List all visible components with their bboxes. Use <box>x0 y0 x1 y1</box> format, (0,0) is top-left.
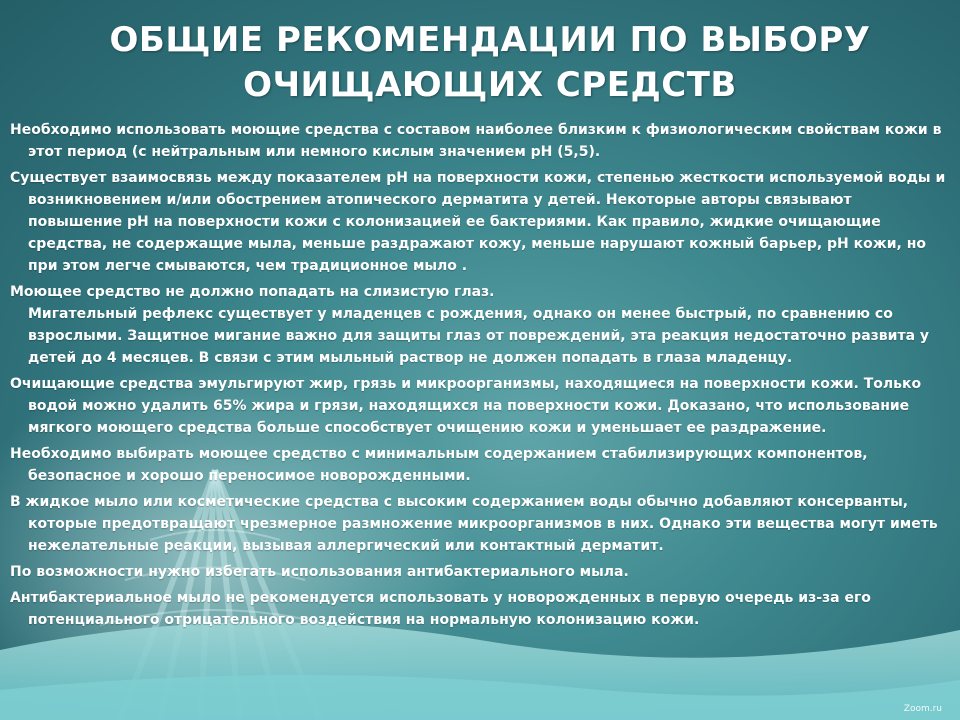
slide-title: ОБЩИЕ РЕКОМЕНДАЦИИ ПО ВЫБОРУ ОЧИЩАЮЩИХ СРЕДСТВ <box>109 20 871 105</box>
paragraph-4: Очищающие средства эмульгируют жир, грязь и микроорганизмы, находящиеся на поверхности кожи. Только водой можно удалить 65% жира и грязи, находящихся на поверхности кожи. Доказано, что использование мягкого моющего средства больше способствует очищению кожи и уменьшает ее раздражение. <box>10 376 922 436</box>
paragraph-7: По возможности нужно избегать использования антибактериального мыла. <box>10 564 629 580</box>
slide-body <box>10 119 948 635</box>
paragraph-3 <box>10 281 948 369</box>
paragraph-3-detail: Мигательный рефлекс существует у младенцев с рождения, однако он менее быстрый, по сравнению со взрослыми. Защитное мигание важно для защиты глаз от повреждений, эта реакция недостаточно развита у детей до 4 месяцев. В связи с этим мыльный раствор не должен попадать в глаза младенцу. <box>28 306 930 366</box>
watermark: Zoom.ru <box>903 704 942 714</box>
paragraph-2: Существует взаимосвязь между показателем pH на поверхности кожи, степенью жесткости используемой воды и возникновением и/или обострением атопического дерматита у детей. Некоторые авторы связывают повышение pH на поверхности кожи с колонизацией ее бактериями. Как правило, жидкие очищающие средства, не содержащие мыла, меньше раздражают кожу, меньше нарушают кожный барьер, pH кожи, но при этом легче смываются, чем традиционное мыло . <box>10 170 946 274</box>
paragraph-1: Необходимо использовать моющие средства с составом наиболее близким к физиологическим свойствам кожи в этот период (с нейтральным или немного кислым значением pH (5,5). <box>10 122 942 160</box>
paragraph-3-lead: Моющее средство не должно попадать на слизистую глаз. <box>10 284 495 300</box>
paragraph-6: В жидкое мыло или косметические средства с высоким содержанием воды обычно добавляют консерванты, которые предотвращают чрезмерное размножение микроорганизмов в них. Однако эти вещества могут иметь нежелательные реакции, вызывая аллергический или контактный дерматит. <box>10 494 938 554</box>
paragraph-5: Необходимо выбирать моющее средство с минимальным содержанием стабилизирующих компонентов, безопасное и хорошо переносимое новорожденными. <box>10 446 868 484</box>
paragraph-8: Антибактериальное мыло не рекомендуется использовать у новорожденных в первую очередь из-за его потенциального отрицательного воздействия на нормальную колонизацию кожи. <box>10 590 871 628</box>
